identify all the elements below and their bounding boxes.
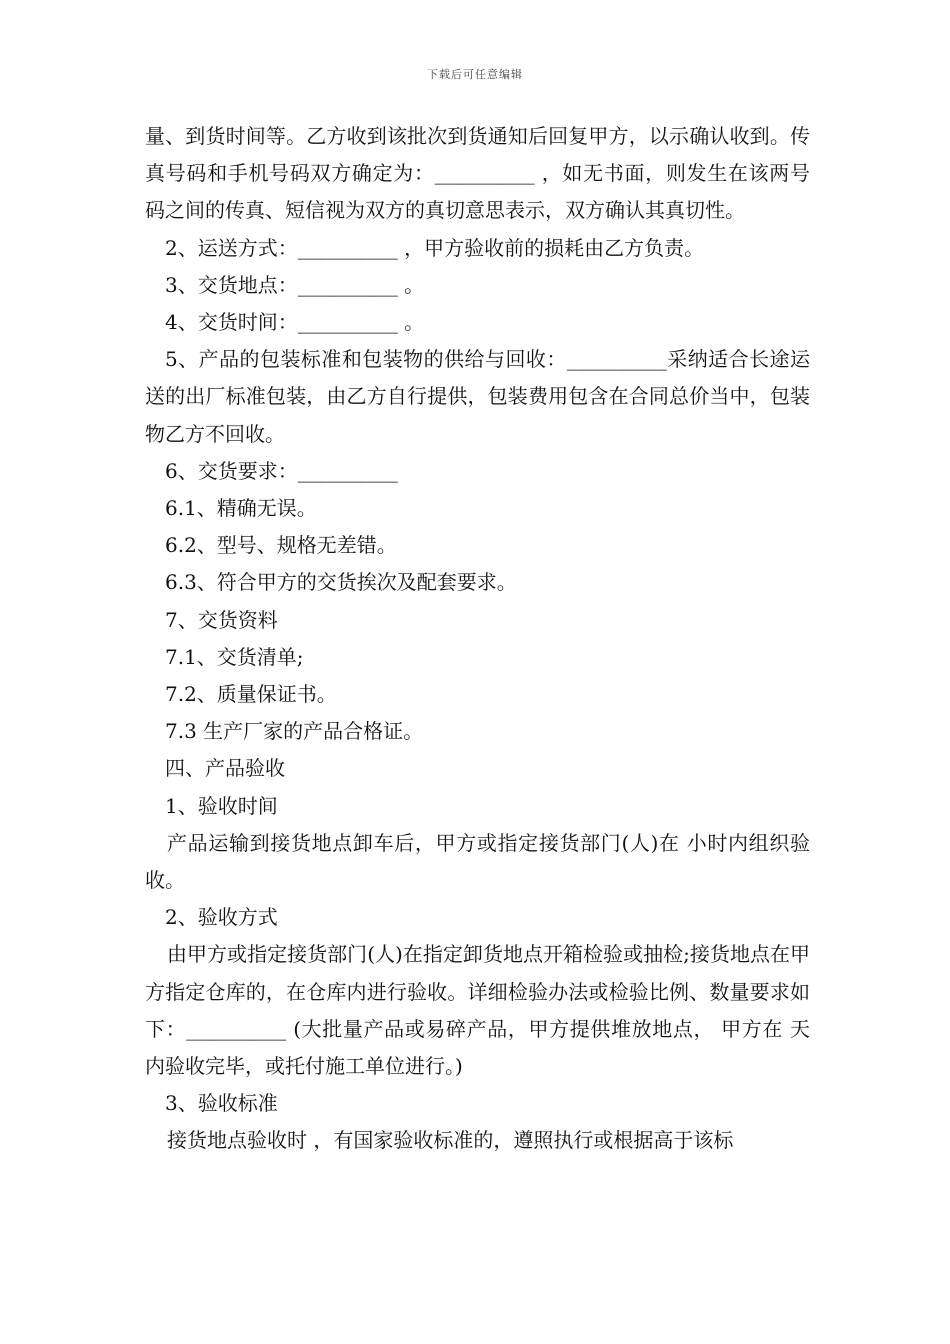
subsection-1-heading: 1、验收时间: [165, 793, 278, 818]
clause-3-delivery-place: 3、交货地点：__________ 。: [165, 272, 425, 297]
subsection-2-heading: 2、验收方式: [165, 905, 278, 930]
paragraph-delivery-notice: 量、到货时间等。乙方收到该批次到货通知后回复甲方，以示确认收到。传真号码和手机号码双方确定为：__________ ，如无书面，则发生在该两号码之间的传真、短信视为双方的真切意思表示，双方确认其真切性。: [145, 124, 810, 223]
paragraph-inspection-method: 由甲方或指定接货部门(人)在指定卸货地点开箱检验或抽检;接货地点在甲方指定仓库的，在仓库内进行验收。详细检验办法或检验比例、数量要求如下：__________ (大批量产品或易碎产品，甲方提供堆放地点， 甲方在 天内验收完毕，或托付施工单位进行。): [145, 942, 810, 1079]
clause-6-1: 6.1、精确无误。: [165, 496, 317, 521]
page-header: 下载后可任意编辑: [427, 68, 523, 81]
paragraph-inspection-time: 产品运输到接货地点卸车后，甲方或指定接货部门(人)在 小时内组织验收。: [145, 830, 810, 893]
clause-2-transport: 2、运送方式：__________ ，甲方验收前的损耗由乙方负责。: [165, 235, 705, 260]
clause-7-1: 7.1、交货清单;: [165, 644, 304, 669]
clause-6-delivery-requirements: 6、交货要求：__________: [165, 458, 398, 483]
clause-7-3: 7.3 生产厂家的产品合格证。: [165, 719, 424, 744]
paragraph-inspection-standard: 接货地点验收时 ，有国家验收标准的，遵照执行或根据高于该标: [167, 1128, 734, 1153]
subsection-3-heading: 3、验收标准: [165, 1091, 278, 1116]
clause-5-packaging: 5、产品的包装标准和包装物的供给与回收：__________采纳适合长途运送的出厂标准包装，由乙方自行提供，包装费用包含在合同总价当中，包装物乙方不回收。: [145, 347, 810, 446]
section-4-heading: 四、产品验收: [165, 756, 285, 781]
clause-6-2: 6.2、型号、规格无差错。: [165, 533, 397, 558]
clause-6-3: 6.3、符合甲方的交货挨次及配套要求。: [165, 570, 517, 595]
clause-4-delivery-time: 4、交货时间：__________ 。: [165, 310, 425, 335]
document-body: [145, 118, 810, 1160]
clause-7-delivery-documents: 7、交货资料: [165, 607, 278, 632]
clause-7-2: 7.2、质量保证书。: [165, 682, 337, 707]
